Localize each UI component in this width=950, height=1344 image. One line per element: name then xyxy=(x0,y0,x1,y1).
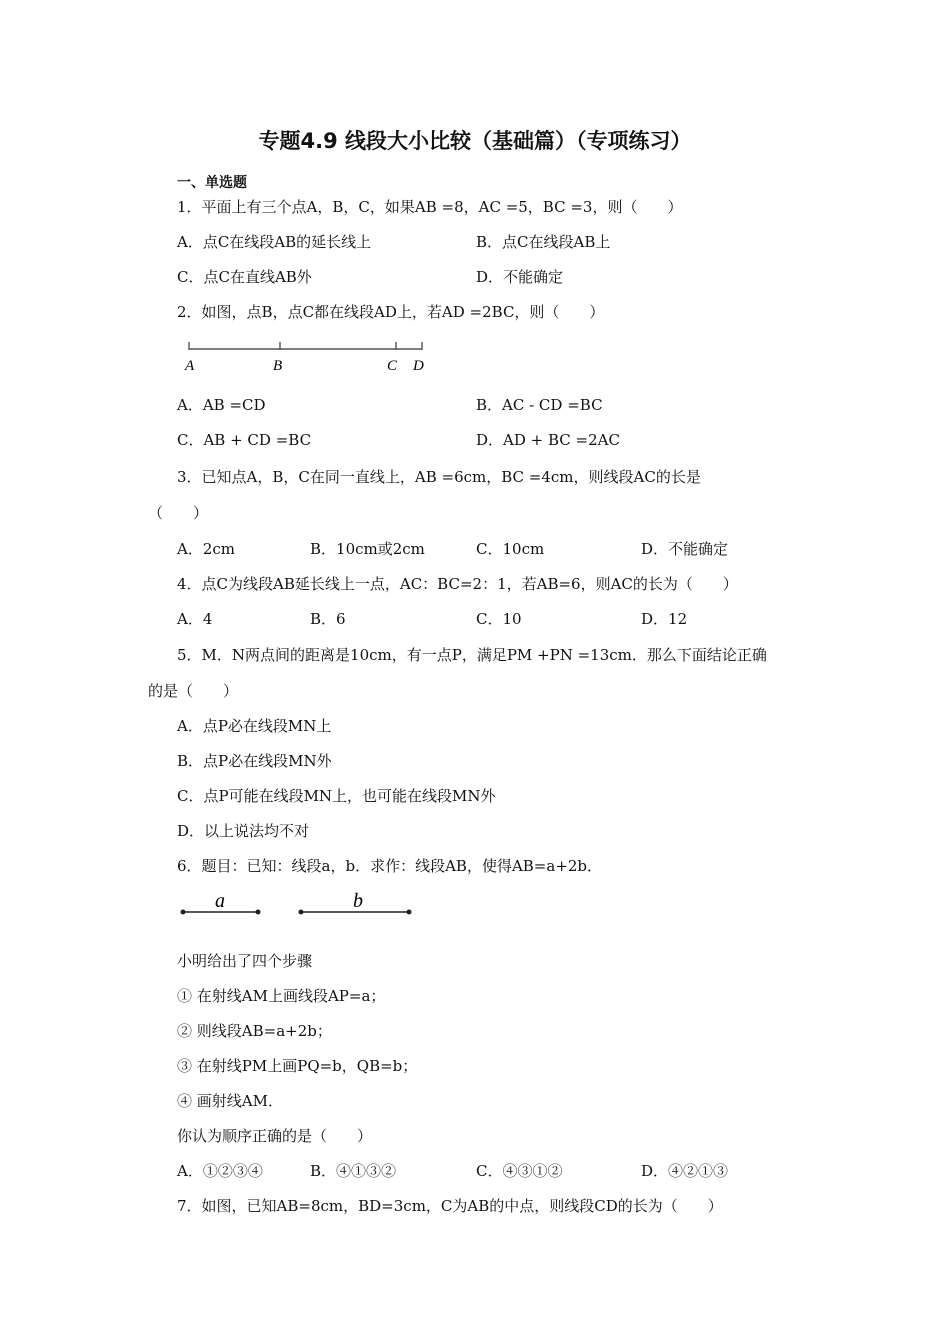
label-c: C xyxy=(387,358,398,374)
q1-stem: 1．平面上有三个点A，B，C，如果AB =8，AC =5，BC =3，则（ ） xyxy=(177,198,683,216)
q2-option-a: A．AB =CD xyxy=(177,396,266,414)
q5-option-b: B．点P必在线段MN外 xyxy=(177,752,332,770)
q4-stem: 4．点C为线段AB延长线上一点，AC：BC=2：1，若AB=6，则AC的长为（ ） xyxy=(177,575,738,593)
q1-option-c: C．点C在直线AB外 xyxy=(177,268,312,286)
q5-option-c: C．点P可能在线段MN上，也可能在线段MN外 xyxy=(177,787,496,805)
segment-a-start-dot xyxy=(181,910,186,915)
q6-stem: 6．题目：已知：线段a，b．求作：线段AB，使得AB=a+2b． xyxy=(177,857,603,875)
q6-option-a: A．①②③④ xyxy=(177,1162,263,1180)
q6-option-d: D．④②①③ xyxy=(641,1162,729,1180)
q1-option-a: A．点C在线段AB的延长线上 xyxy=(177,233,372,251)
q6-segments-figure xyxy=(178,888,418,920)
q2-option-c: C．AB + CD =BC xyxy=(177,431,312,449)
q1-option-b: B．点C在线段AB上 xyxy=(476,233,611,251)
q2-option-b: B．AC - CD =BC xyxy=(476,396,603,414)
segment-b-end-dot xyxy=(407,910,412,915)
q2-option-d: D．AD + BC =2AC xyxy=(476,431,620,449)
label-b: B xyxy=(273,358,283,374)
q2-segment-figure xyxy=(180,338,430,378)
q1-option-d: D．不能确定 xyxy=(476,268,564,286)
page-title: 专题4.9 线段大小比较（基础篇）（专项练习） xyxy=(258,129,692,153)
q2-stem: 2．如图，点B，点C都在线段AD上，若AD =2BC，则（ ） xyxy=(177,303,605,321)
q6-option-b: B．④①③② xyxy=(310,1162,397,1180)
section-heading: 一、单选题 xyxy=(177,175,247,191)
q3-stem-cont: （ ） xyxy=(148,504,209,522)
label-a: A xyxy=(185,358,195,374)
q3-option-d: D．不能确定 xyxy=(641,540,729,558)
q4-option-a: A．4 xyxy=(177,610,213,628)
q6-ask: 你认为顺序正确的是（ ） xyxy=(177,1127,373,1145)
q5-option-a: A．点P必在线段MN上 xyxy=(177,717,332,735)
q6-option-c: C．④③①② xyxy=(476,1162,563,1180)
q5-option-d: D．以上说法均不对 xyxy=(177,822,310,840)
q3-option-b: B．10cm或2cm xyxy=(310,540,425,558)
segment-b-start-dot xyxy=(299,910,304,915)
q7-stem: 7．如图，已知AB=8cm，BD=3cm，C为AB的中点，则线段CD的长为（ ） xyxy=(177,1197,723,1215)
q6-step-3: ③ 在射线PM上画PQ=b，QB=b； xyxy=(177,1057,418,1075)
q6-step-2: ② 则线段AB=a+2b； xyxy=(177,1022,332,1040)
q5-stem-cont: 的是（ ） xyxy=(148,682,239,700)
q4-option-b: B．6 xyxy=(310,610,346,628)
q3-option-a: A．2cm xyxy=(177,540,236,558)
label-segment-b: b xyxy=(353,890,363,912)
q3-stem: 3．已知点A，B，C在同一直线上，AB =6cm，BC =4cm，则线段AC的长是 xyxy=(177,468,701,486)
q6-step-4: ④ 画射线AM． xyxy=(177,1092,283,1110)
label-segment-a: a xyxy=(215,890,225,912)
q6-intro: 小明给出了四个步骤 xyxy=(177,952,313,970)
label-d: D xyxy=(413,358,424,374)
q5-stem: 5．M．N两点间的距离是10cm，有一点P，满足PM +PN =13cm．那么下面结论正确 xyxy=(177,646,767,664)
q4-option-d: D．12 xyxy=(641,610,688,628)
segment-a-end-dot xyxy=(256,910,261,915)
q3-option-c: C．10cm xyxy=(476,540,545,558)
q4-option-c: C．10 xyxy=(476,610,522,628)
q6-step-1: ① 在射线AM上画线段AP=a； xyxy=(177,987,386,1005)
